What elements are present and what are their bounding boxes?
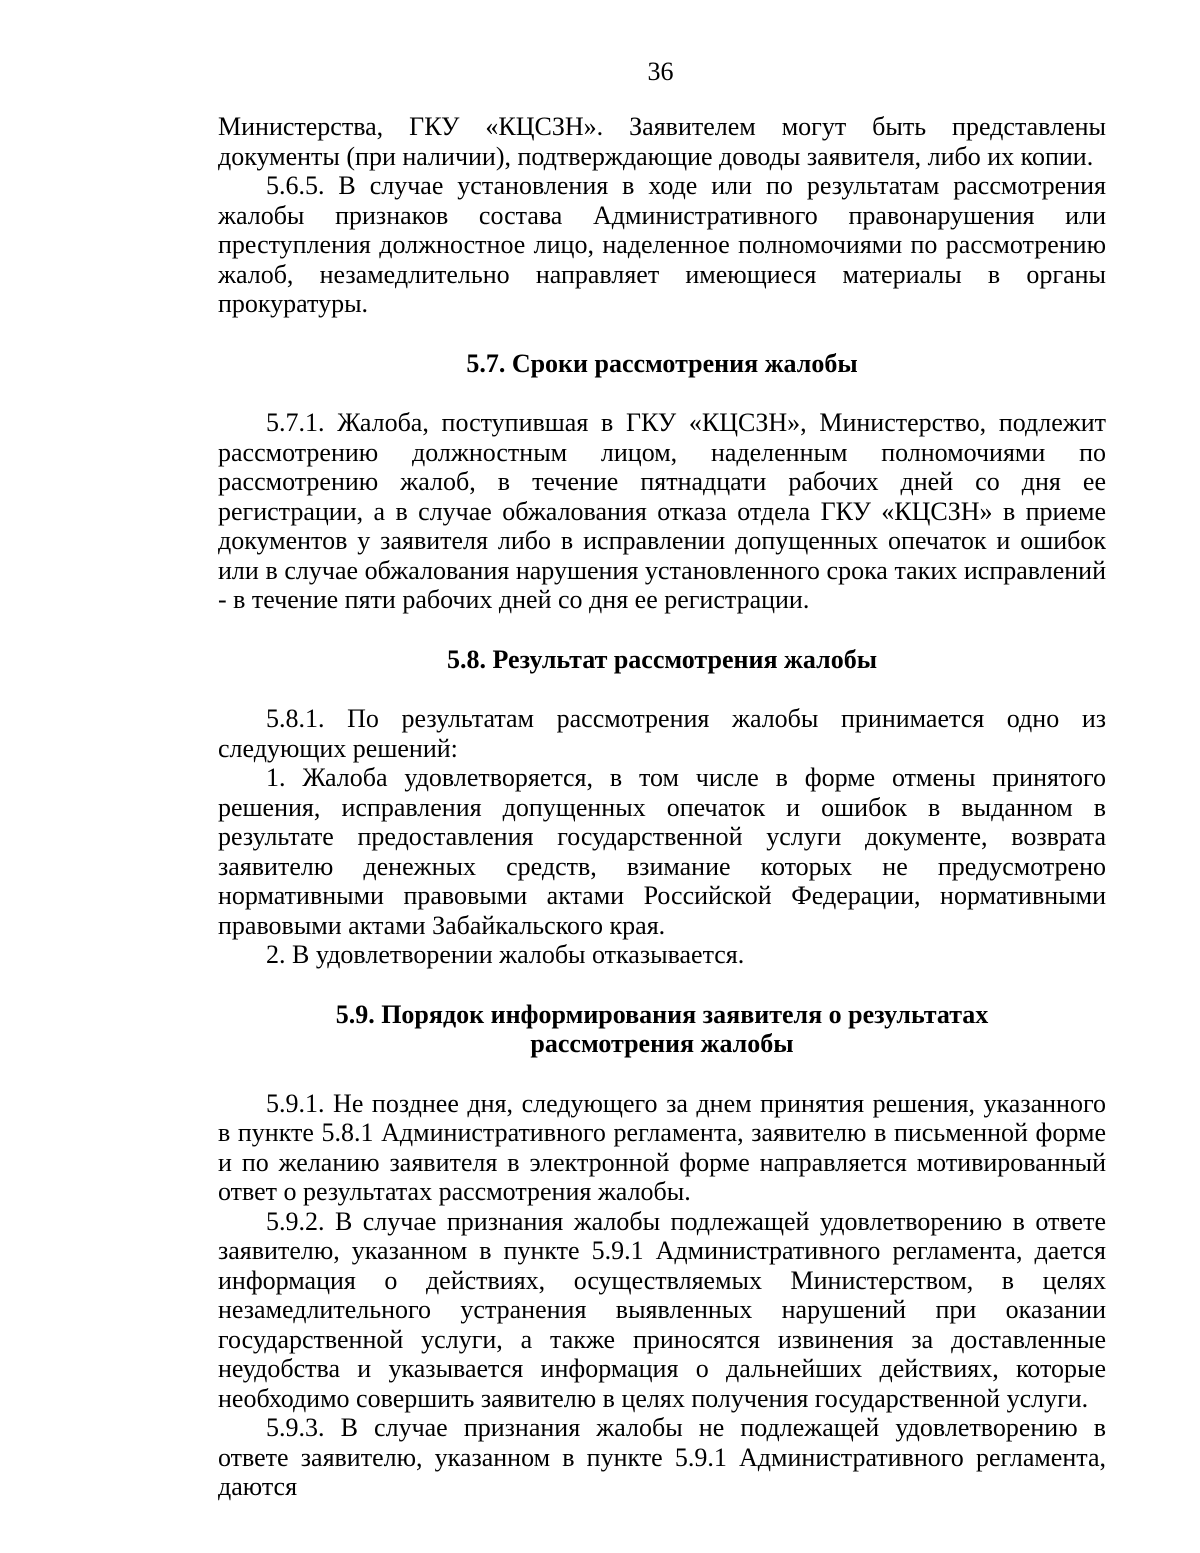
paragraph-5-8-1: 5.8.1. По результатам рассмотрения жалобы принимается одно из следующих решений: bbox=[218, 704, 1106, 763]
heading-5-9 bbox=[218, 1000, 1106, 1059]
heading-5-7: 5.7. Сроки рассмотрения жалобы bbox=[466, 348, 858, 378]
heading-5-9-line-2: рассмотрения жалобы bbox=[530, 1029, 794, 1058]
paragraph-decision-1: 1. Жалоба удовлетворяется, в том числе в форме отмены принятого решения, исправления допущенных опечаток и ошибок в выданном в результате предоставления государственной услуги документе, возврата заявителю денежных средств, взимание которых не предусмотрено нормативными правовыми актами Российской Федерации, нормативными правовыми актами Забайкальского края. bbox=[218, 763, 1106, 940]
paragraph-5-7-1: 5.7.1. Жалоба, поступившая в ГКУ «КЦСЗН», Министерство, подлежит рассмотрению должностным лицом, наделенным полномочиями по рассмотрению жалоб, в течение пятнадцати рабочих дней со дня ее регистрации, а в случае обжалования отказа отдела ГКУ «КЦСЗН» в приеме документов у заявителя либо в исправлении допущенных опечаток и ошибок или в случае обжалования нарушения установленного срока таких исправлений - в течение пяти рабочих дней со дня ее регистрации. bbox=[218, 408, 1106, 614]
paragraph-decision-2: 2. В удовлетворении жалобы отказывается. bbox=[266, 940, 745, 969]
heading-5-9-line-1: 5.9. Порядок информирования заявителя о результатах bbox=[335, 999, 989, 1029]
paragraph-ministry-documents: Министерства, ГКУ «КЦСЗН». Заявителем могут быть представлены документы (при наличии), подтверждающие доводы заявителя, либо их копии. bbox=[218, 112, 1106, 171]
paragraph-5-6-5: 5.6.5. В случае установления в ходе или по результатам рассмотрения жалобы признаков состава Административного правонарушения или преступления должностное лицо, наделенное полномочиями по рассмотрению жалоб, незамедлительно направляет имеющиеся материалы в органы прокуратуры. bbox=[218, 171, 1106, 318]
paragraph-5-9-3: 5.9.3. В случае признания жалобы не подлежащей удовлетворению в ответе заявителю, указанном в пункте 5.9.1 Административного регламента, даются bbox=[218, 1413, 1106, 1501]
document-body bbox=[218, 112, 1106, 1502]
paragraph-5-9-1: 5.9.1. Не позднее дня, следующего за днем принятия решения, указанного в пункте 5.8.1 Административного регламента, заявителю в письменной форме и по желанию заявителя в электронной форме направляется мотивированный ответ о результатах рассмотрения жалобы. bbox=[218, 1088, 1106, 1206]
heading-5-8: 5.8. Результат рассмотрения жалобы bbox=[446, 644, 877, 674]
paragraph-5-9-2: 5.9.2. В случае признания жалобы подлежащей удовлетворению в ответе заявителю, указанном в пункте 5.9.1 Административного регламента, дается информация о действиях, осуществляемых Министерством, в целях незамедлительного устранения выявленных нарушений при оказании государственной услуги, а также приносятся извинения за доставленные неудобства и указывается информация о дальнейших действиях, которые необходимо совершить заявителю в целях получения государственной услуги. bbox=[218, 1206, 1106, 1413]
page-number: 36 bbox=[647, 57, 674, 86]
